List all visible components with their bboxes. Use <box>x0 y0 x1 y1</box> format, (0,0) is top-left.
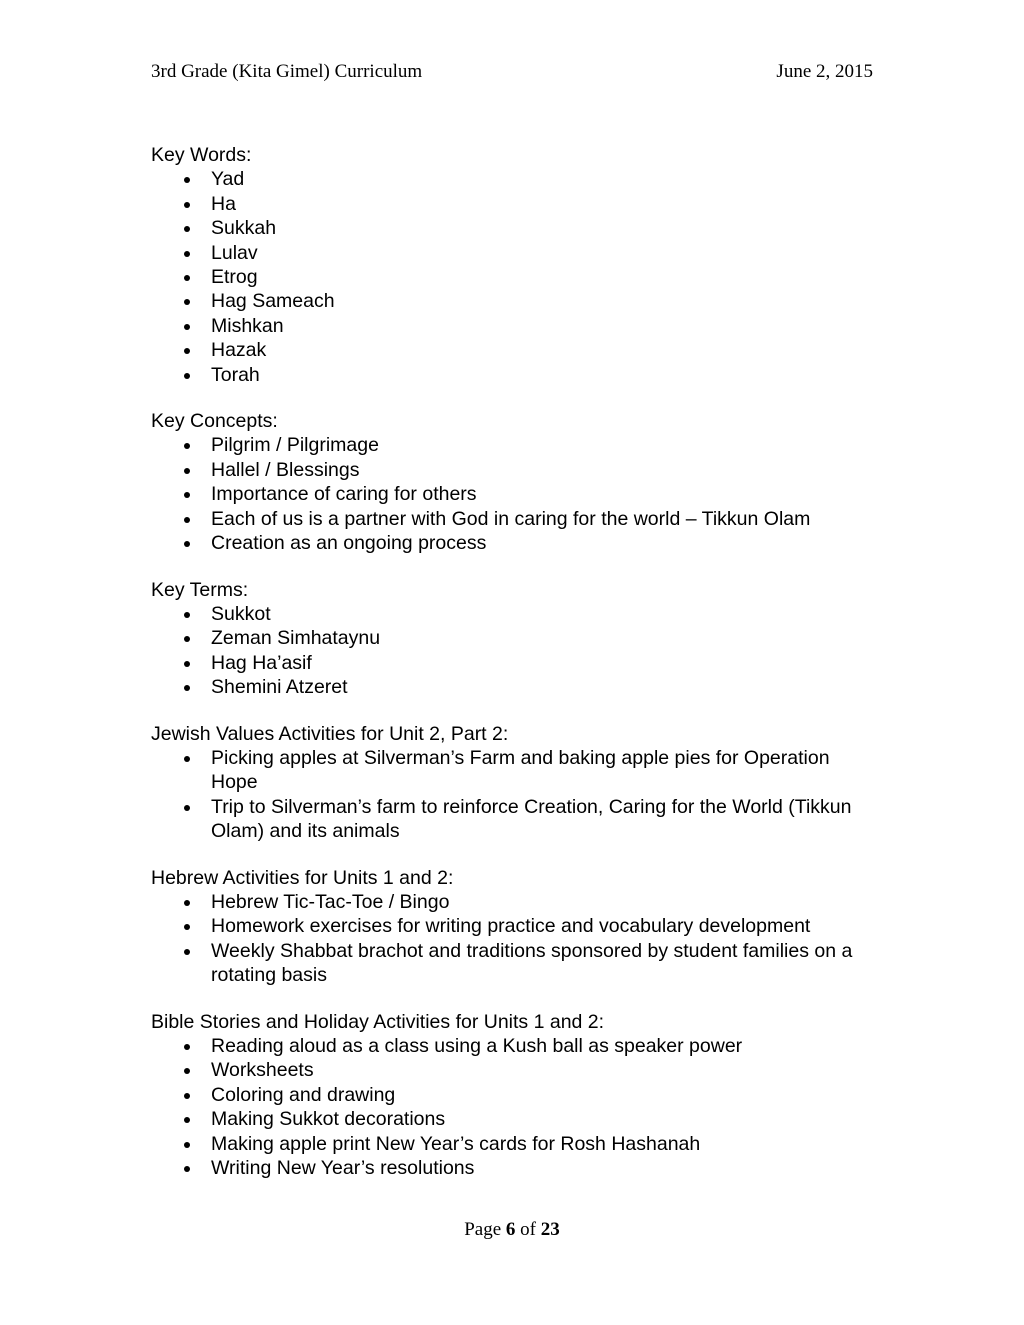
list-item <box>151 1083 881 1107</box>
bullet-icon <box>184 636 190 642</box>
list-item-text: Torah <box>211 363 260 386</box>
bullet-icon <box>184 685 190 691</box>
list-item <box>151 939 881 988</box>
list-item-text: Trip to Silverman’s farm to reinforce Creation, Caring for the World (Tikkun Olam) and its animals <box>211 795 852 843</box>
list-item <box>151 363 881 387</box>
bullet-icon <box>184 468 190 474</box>
section-title: Jewish Values Activities for Unit 2, Part 2: <box>151 722 509 745</box>
of-label: of <box>520 1219 536 1240</box>
section <box>151 1010 881 1181</box>
list-item <box>151 626 881 650</box>
bullet-icon <box>184 275 190 281</box>
bullet-list <box>151 167 881 387</box>
list-item <box>151 675 881 699</box>
list-item-text: Homework exercises for writing practice and vocabulary development <box>211 915 811 938</box>
list-item <box>151 216 881 240</box>
list-item <box>151 458 881 482</box>
bullet-icon <box>184 1068 190 1074</box>
bullet-list <box>151 1034 881 1180</box>
document-body <box>151 143 881 1202</box>
list-item-text: Coloring and drawing <box>211 1083 396 1106</box>
section <box>151 866 881 988</box>
list-item-text: Zeman Simhataynu <box>211 627 381 650</box>
page-number: 6 <box>505 1219 516 1240</box>
bullet-icon <box>184 900 190 906</box>
bullet-icon <box>184 226 190 232</box>
list-item-text: Writing New Year’s resolutions <box>211 1157 475 1180</box>
list-item-text: Making apple print New Year’s cards for Rosh Hashanah <box>211 1132 701 1155</box>
bullet-icon <box>184 1142 190 1148</box>
bullet-icon <box>184 805 190 811</box>
list-item <box>151 241 881 265</box>
list-item-text: Shemini Atzeret <box>211 676 348 699</box>
list-item <box>151 651 881 675</box>
section-title: Bible Stories and Holiday Activities for Units 1 and 2: <box>151 1010 605 1033</box>
bullet-icon <box>184 1117 190 1123</box>
bullet-icon <box>184 348 190 354</box>
bullet-icon <box>184 756 190 762</box>
section <box>151 143 881 387</box>
list-item-text: Hallel / Blessings <box>211 458 360 481</box>
section-title: Key Terms: <box>151 578 249 601</box>
list-item <box>151 265 881 289</box>
bullet-icon <box>184 373 190 379</box>
bullet-icon <box>184 541 190 547</box>
list-item-text: Sukkah <box>211 217 277 240</box>
bullet-list <box>151 433 881 555</box>
list-item-text: Reading aloud as a class using a Kush ball as speaker power <box>211 1035 743 1057</box>
list-item <box>151 1107 881 1131</box>
bullet-icon <box>184 324 190 330</box>
list-item <box>151 602 881 626</box>
bullet-list <box>151 890 881 988</box>
list-item <box>151 338 881 362</box>
bullet-icon <box>184 299 190 305</box>
list-item-text: Worksheets <box>211 1059 314 1082</box>
section-title: Key Concepts: <box>151 410 278 433</box>
bullet-icon <box>184 661 190 667</box>
total-pages: 23 <box>540 1219 560 1240</box>
page-header <box>151 60 873 84</box>
bullet-icon <box>184 202 190 208</box>
bullet-icon <box>184 1044 190 1050</box>
bullet-icon <box>184 612 190 618</box>
list-item-text: Importance of caring for others <box>211 483 477 506</box>
section <box>151 722 881 844</box>
list-item <box>151 482 881 506</box>
list-item <box>151 746 881 795</box>
list-item <box>151 890 881 914</box>
list-item-text: Creation as an ongoing process <box>211 532 487 555</box>
list-item <box>151 1132 881 1156</box>
document-date: June 2, 2015 <box>776 61 873 82</box>
list-item-text: Each of us is a partner with God in caring for the world – Tikkun Olam <box>211 507 811 530</box>
list-item-text: Etrog <box>211 266 258 289</box>
list-item-text: Picking apples at Silverman’s Farm and baking apple pies for Operation Hope <box>211 746 830 794</box>
list-item-text: Sukkot <box>211 602 271 625</box>
list-item-text: Hag Sameach <box>211 290 335 313</box>
section-title: Key Words: <box>151 144 252 166</box>
list-item-text: Weekly Shabbat brachot and traditions sponsored by student families on a rotating basis <box>211 939 853 987</box>
list-item-text: Yad <box>211 168 245 191</box>
list-item <box>151 531 881 555</box>
list-item-text: Mishkan <box>211 314 284 337</box>
bullet-icon <box>184 924 190 930</box>
bullet-icon <box>184 443 190 449</box>
list-item <box>151 914 881 938</box>
list-item-text: Hag Ha’asif <box>211 651 312 674</box>
list-item <box>151 289 881 313</box>
list-item-text: Making Sukkot decorations <box>211 1108 446 1131</box>
bullet-icon <box>184 517 190 523</box>
document-title: 3rd Grade (Kita Gimel) Curriculum <box>151 61 423 82</box>
list-item <box>151 507 881 531</box>
list-item-text: Pilgrim / Pilgrimage <box>211 434 379 457</box>
list-item <box>151 314 881 338</box>
bullet-icon <box>184 492 190 498</box>
list-item <box>151 795 881 844</box>
list-item-text: Ha <box>211 192 236 215</box>
sections-container <box>151 143 881 1180</box>
page-label: Page <box>464 1219 502 1240</box>
list-item-text: Hebrew Tic-Tac-Toe / Bingo <box>211 890 450 913</box>
list-item <box>151 1034 881 1058</box>
bullet-list <box>151 602 881 700</box>
section <box>151 578 881 700</box>
list-item <box>151 192 881 216</box>
bullet-icon <box>184 949 190 955</box>
bullet-list <box>151 746 881 844</box>
list-item <box>151 1058 881 1082</box>
list-item <box>151 1156 881 1180</box>
section-title: Hebrew Activities for Units 1 and 2: <box>151 866 454 889</box>
list-item-text: Hazak <box>211 339 267 362</box>
list-item-text: Lulav <box>211 241 258 264</box>
bullet-icon <box>184 177 190 183</box>
list-item <box>151 433 881 457</box>
bullet-icon <box>184 1093 190 1099</box>
bullet-icon <box>184 1166 190 1172</box>
bullet-icon <box>184 251 190 257</box>
page-footer <box>0 1218 1024 1242</box>
list-item <box>151 167 881 191</box>
section <box>151 409 881 555</box>
